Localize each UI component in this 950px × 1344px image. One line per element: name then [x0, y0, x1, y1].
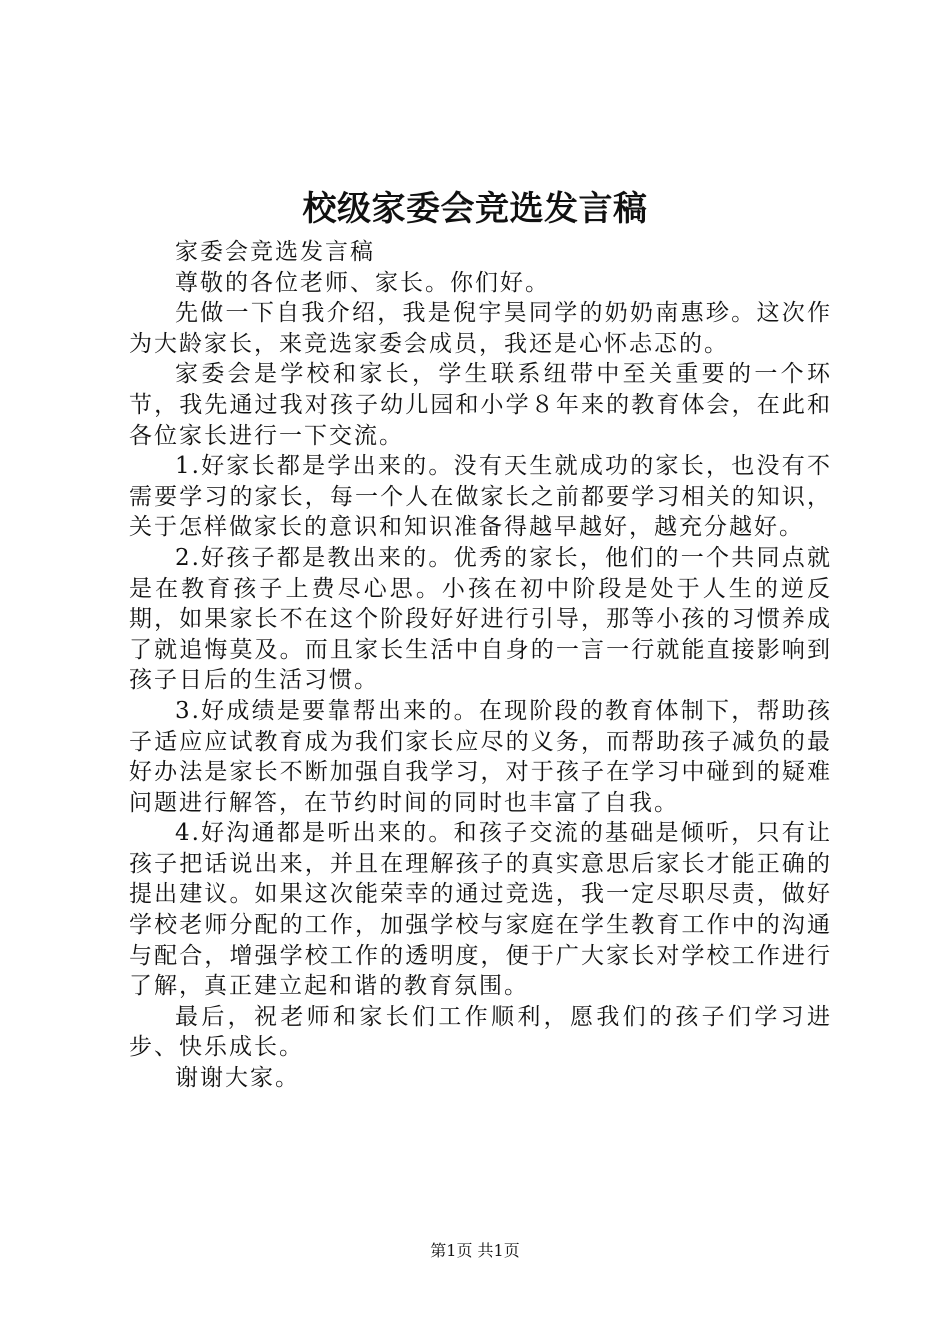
paragraph-context: 家委会是学校和家长，学生联系纽带中至关重要的一个环节，我先通过我对孩子幼儿园和小学８年来的教育体会，在此和各位家长进行一下交流。 — [129, 361, 832, 449]
paragraph-point-1: 1.好家长都是学出来的。没有天生就成功的家长，也没有不需要学习的家长，每一个人在做家长之前都要学习相关的知识，关于怎样做家长的意识和知识准备得越早越好，越充分越好。 — [129, 453, 832, 541]
paragraph-point-3: 3.好成绩是要靠帮出来的。在现阶段的教育体制下，帮助孩子适应应试教育成为我们家长应尽的义务，而帮助孩子减负的最好办法是家长不断加强自我学习，对于孩子在学习中碰到的疑难问题进行解答，在节约时间的同时也丰富了自我。 — [129, 697, 832, 816]
document-body — [129, 237, 832, 1094]
paragraph-closing: 最后，祝老师和家长们工作顺利，愿我们的孩子们学习进步、快乐成长。 — [129, 1003, 832, 1061]
document-title: 校级家委会竞选发言稿 — [302, 189, 648, 229]
paragraph-point-4: 4.好沟通都是听出来的。和孩子交流的基础是倾听，只有让孩子把话说出来，并且在理解孩子的真实意思后家长才能正确的提出建议。如果这次能荣幸的通过竞选，我一定尽职尽责，做好学校老师分配的工作，加强学校与家庭在学生教育工作中的沟通与配合，增强学校工作的透明度，便于广大家长对学校工作进行了解，真正建立起和谐的教育氛围。 — [129, 820, 832, 1000]
page-number-footer: 第1页 共1页 — [430, 1241, 520, 1260]
paragraph-greeting: 尊敬的各位老师、家长。你们好。 — [175, 269, 550, 296]
paragraph-thanks: 谢谢大家。 — [175, 1065, 300, 1092]
paragraph-heading: 家委会竞选发言稿 — [175, 239, 375, 265]
paragraph-point-2: 2.好孩子都是教出来的。优秀的家长，他们的一个共同点就是在教育孩子上费尽心思。小孩在初中阶段是处于人生的逆反期，如果家长不在这个阶段好好进行引导，那等小孩的习惯养成了就追悔莫及。而且家长生活中自身的一言一行就能直接影响到孩子日后的生活习惯。 — [129, 544, 832, 694]
paragraph-introduction: 先做一下自我介绍，我是倪宇昊同学的奶奶南惠珍。这次作为大龄家长，来竞选家委会成员，我还是心怀忐忑的。 — [129, 300, 832, 357]
